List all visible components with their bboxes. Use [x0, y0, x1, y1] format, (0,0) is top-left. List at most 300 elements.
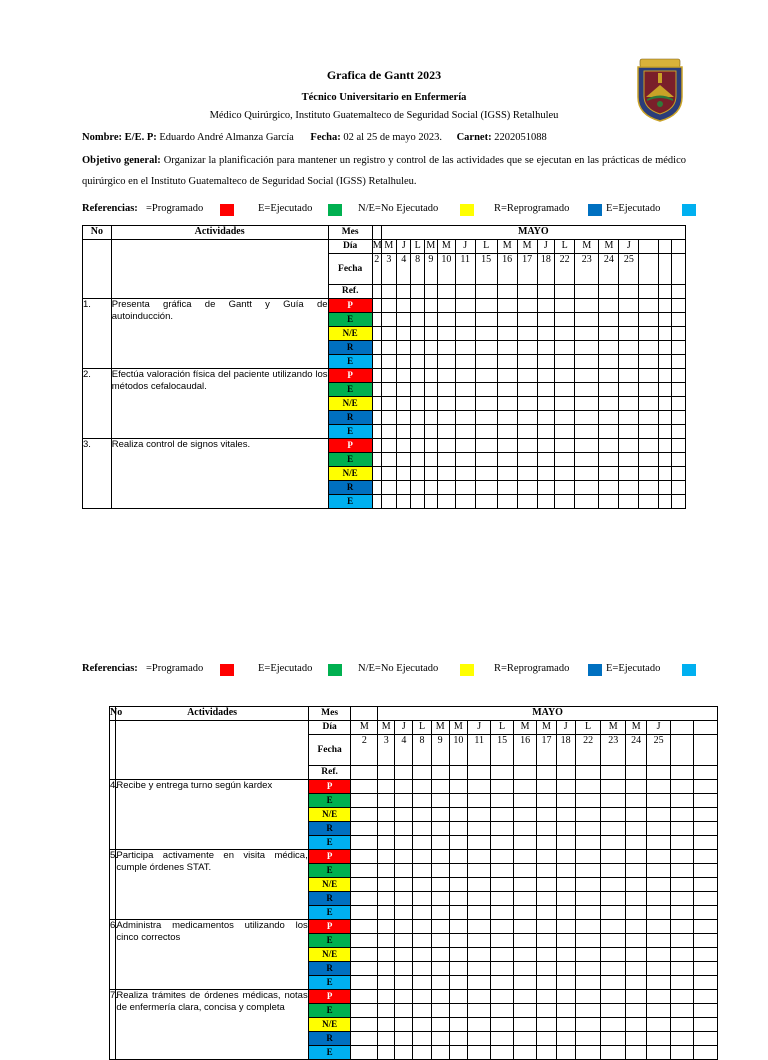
weekday-cell: M: [497, 240, 517, 254]
schedule-cell: [601, 850, 626, 864]
date-label: Fecha: [308, 735, 351, 766]
reference-item-label: E=Ejecutado: [606, 203, 661, 214]
schedule-cell: [424, 369, 437, 383]
schedule-cell: [694, 1004, 718, 1018]
schedule-cell: [517, 369, 537, 383]
schedule-cell: [670, 1032, 694, 1046]
schedule-cell: [639, 313, 659, 327]
date-cell: 10: [438, 254, 456, 285]
schedule-cell: [467, 892, 491, 906]
schedule-cell: [556, 906, 575, 920]
schedule-cell: [694, 864, 718, 878]
schedule-cell: [694, 990, 718, 1004]
empty-cell: [639, 285, 659, 299]
weekday-cell: M: [601, 721, 626, 735]
schedule-cell: [395, 892, 413, 906]
schedule-cell: [372, 425, 381, 439]
schedule-cell: [424, 495, 437, 509]
schedule-cell: [431, 976, 449, 990]
schedule-cell: [413, 864, 431, 878]
schedule-cell: [537, 962, 556, 976]
empty-cell: [438, 285, 456, 299]
schedule-cell: [431, 934, 449, 948]
schedule-cell: [449, 780, 467, 794]
schedule-cell: [413, 934, 431, 948]
schedule-cell: [601, 962, 626, 976]
schedule-cell: [467, 976, 491, 990]
schedule-cell: [575, 453, 599, 467]
schedule-cell: [378, 920, 395, 934]
schedule-cell: [378, 892, 395, 906]
schedule-cell: [670, 920, 694, 934]
schedule-cell: [431, 962, 449, 976]
schedule-cell: [438, 411, 456, 425]
schedule-cell: [555, 397, 575, 411]
schedule-cell: [431, 794, 449, 808]
schedule-cell: [455, 341, 475, 355]
schedule-cell: [619, 397, 639, 411]
schedule-cell: [556, 1032, 575, 1046]
weekday-cell: L: [575, 721, 601, 735]
empty-cell: [411, 285, 424, 299]
schedule-cell: [537, 990, 556, 1004]
empty-cell: [397, 285, 411, 299]
schedule-cell: [639, 355, 659, 369]
schedule-cell: [438, 453, 456, 467]
schedule-cell: [431, 892, 449, 906]
schedule-cell: [413, 906, 431, 920]
status-code-cell: N/E: [328, 327, 372, 341]
schedule-cell: [467, 1004, 491, 1018]
schedule-cell: [659, 481, 672, 495]
schedule-cell: [497, 397, 517, 411]
schedule-cell: [659, 327, 672, 341]
schedule-cell: [513, 934, 537, 948]
empty-cell: [672, 285, 686, 299]
date-cell: 17: [517, 254, 537, 285]
schedule-cell: [455, 453, 475, 467]
reference-item-label: =Programado: [146, 663, 204, 674]
schedule-cell: [556, 934, 575, 948]
schedule-cell: [497, 481, 517, 495]
schedule-cell: [491, 976, 513, 990]
activity-number: 3.: [83, 439, 112, 509]
schedule-cell: [413, 822, 431, 836]
schedule-cell: [625, 780, 646, 794]
schedule-cell: [601, 934, 626, 948]
name-value: Eduardo André Almanza García: [159, 132, 294, 143]
schedule-cell: [449, 976, 467, 990]
schedule-cell: [513, 976, 537, 990]
schedule-cell: [395, 920, 413, 934]
schedule-cell: [659, 425, 672, 439]
schedule-cell: [672, 495, 686, 509]
schedule-cell: [381, 481, 396, 495]
reference-item-label: R=Reprogramado: [494, 663, 570, 674]
empty-cell: [381, 285, 396, 299]
schedule-cell: [449, 990, 467, 1004]
reference-item-label: R=Reprogramado: [494, 203, 570, 214]
schedule-cell: [537, 369, 555, 383]
schedule-cell: [672, 397, 686, 411]
schedule-cell: [455, 425, 475, 439]
schedule-cell: [497, 299, 517, 313]
activity-number: 5.: [110, 850, 116, 920]
schedule-cell: [449, 920, 467, 934]
schedule-cell: [537, 425, 555, 439]
date-cell: 3: [381, 254, 396, 285]
date-cell: 15: [491, 735, 513, 766]
schedule-cell: [411, 383, 424, 397]
schedule-cell: [438, 369, 456, 383]
schedule-cell: [467, 878, 491, 892]
activity-status-row: [110, 920, 718, 934]
schedule-cell: [670, 976, 694, 990]
status-code-cell: E: [328, 425, 372, 439]
empty-cell: [395, 766, 413, 780]
header-no-blank: [83, 240, 112, 299]
schedule-cell: [351, 836, 378, 850]
date-cell: 4: [395, 735, 413, 766]
schedule-cell: [449, 1032, 467, 1046]
empty-cell: [424, 285, 437, 299]
activity-number: 7.: [110, 990, 116, 1060]
schedule-cell: [411, 397, 424, 411]
schedule-cell: [411, 327, 424, 341]
schedule-cell: [449, 794, 467, 808]
activity-status-row: [110, 990, 718, 1004]
date-cell: 22: [575, 735, 601, 766]
status-code-cell: N/E: [308, 878, 351, 892]
schedule-cell: [455, 313, 475, 327]
schedule-cell: [381, 341, 396, 355]
schedule-cell: [555, 425, 575, 439]
schedule-cell: [670, 1018, 694, 1032]
schedule-cell: [513, 864, 537, 878]
schedule-cell: [625, 864, 646, 878]
empty-cell: [537, 285, 555, 299]
reference-color-swatch: [682, 664, 696, 676]
schedule-cell: [647, 906, 671, 920]
schedule-cell: [491, 962, 513, 976]
schedule-cell: [424, 467, 437, 481]
schedule-cell: [424, 439, 437, 453]
schedule-cell: [381, 453, 396, 467]
ref-label: Ref.: [328, 285, 372, 299]
schedule-cell: [513, 906, 537, 920]
schedule-cell: [599, 481, 619, 495]
schedule-cell: [555, 495, 575, 509]
schedule-cell: [378, 962, 395, 976]
empty-cell: [537, 766, 556, 780]
schedule-cell: [438, 383, 456, 397]
schedule-cell: [556, 794, 575, 808]
schedule-cell: [575, 313, 599, 327]
schedule-cell: [575, 299, 599, 313]
schedule-cell: [411, 411, 424, 425]
schedule-cell: [670, 990, 694, 1004]
status-code-cell: P: [308, 780, 351, 794]
date-cell: 17: [537, 735, 556, 766]
schedule-cell: [556, 990, 575, 1004]
schedule-cell: [491, 780, 513, 794]
schedule-cell: [672, 327, 686, 341]
schedule-cell: [619, 327, 639, 341]
schedule-cell: [575, 383, 599, 397]
schedule-cell: [381, 397, 396, 411]
schedule-cell: [619, 411, 639, 425]
schedule-cell: [372, 299, 381, 313]
schedule-cell: [672, 341, 686, 355]
schedule-cell: [395, 850, 413, 864]
schedule-cell: [601, 990, 626, 1004]
schedule-cell: [397, 495, 411, 509]
schedule-cell: [672, 411, 686, 425]
empty-cell: [378, 766, 395, 780]
schedule-cell: [537, 327, 555, 341]
schedule-cell: [449, 808, 467, 822]
schedule-cell: [497, 453, 517, 467]
reference-color-swatch: [588, 664, 602, 676]
schedule-cell: [381, 313, 396, 327]
schedule-cell: [537, 411, 555, 425]
schedule-cell: [491, 808, 513, 822]
schedule-cell: [372, 411, 381, 425]
reference-item-label: E=Ejecutado: [258, 203, 313, 214]
schedule-cell: [575, 878, 601, 892]
schedule-cell: [537, 836, 556, 850]
schedule-cell: [537, 822, 556, 836]
schedule-cell: [372, 453, 381, 467]
schedule-cell: [378, 976, 395, 990]
schedule-cell: [555, 313, 575, 327]
schedule-cell: [575, 355, 599, 369]
schedule-cell: [381, 299, 396, 313]
schedule-cell: [411, 439, 424, 453]
schedule-cell: [599, 369, 619, 383]
schedule-cell: [351, 822, 378, 836]
status-code-cell: P: [308, 990, 351, 1004]
schedule-cell: [431, 808, 449, 822]
references-label: Referencias:: [82, 203, 138, 214]
schedule-cell: [647, 850, 671, 864]
weekday-cell: J: [397, 240, 411, 254]
schedule-cell: [467, 1046, 491, 1060]
schedule-cell: [372, 467, 381, 481]
schedule-cell: [537, 948, 556, 962]
reference-color-swatch: [220, 664, 234, 676]
header-row: [110, 707, 718, 721]
schedule-cell: [556, 1046, 575, 1060]
status-code-cell: N/E: [328, 467, 372, 481]
empty-cell: [659, 285, 672, 299]
schedule-cell: [517, 383, 537, 397]
schedule-cell: [424, 425, 437, 439]
schedule-cell: [639, 411, 659, 425]
schedule-cell: [556, 1018, 575, 1032]
month-header: MAYO: [378, 707, 718, 721]
schedule-cell: [475, 495, 497, 509]
schedule-cell: [413, 850, 431, 864]
schedule-cell: [411, 425, 424, 439]
day-row: [83, 240, 686, 254]
schedule-cell: [575, 411, 599, 425]
schedule-cell: [517, 299, 537, 313]
schedule-cell: [411, 341, 424, 355]
schedule-cell: [467, 1032, 491, 1046]
schedule-cell: [467, 822, 491, 836]
schedule-cell: [413, 1004, 431, 1018]
date-cell: 8: [411, 254, 424, 285]
schedule-cell: [411, 467, 424, 481]
references-label: Referencias:: [82, 663, 138, 674]
schedule-cell: [639, 341, 659, 355]
weekday-cell: M: [449, 721, 467, 735]
schedule-cell: [537, 453, 555, 467]
schedule-cell: [619, 453, 639, 467]
activity-description: Realiza trámites de órdenes médicas, notas de enfermería clara, concisa y completa: [116, 990, 308, 1060]
schedule-cell: [647, 780, 671, 794]
schedule-cell: [601, 906, 626, 920]
reference-item-label: E=Ejecutado: [606, 663, 661, 674]
reference-color-swatch: [328, 664, 342, 676]
schedule-cell: [601, 976, 626, 990]
status-code-cell: E: [328, 383, 372, 397]
date-cell: 9: [431, 735, 449, 766]
schedule-cell: [625, 878, 646, 892]
schedule-cell: [599, 439, 619, 453]
schedule-cell: [537, 808, 556, 822]
weekday-cell: M: [625, 721, 646, 735]
schedule-cell: [497, 383, 517, 397]
document-subtitle: Técnico Universitario en Enfermería: [301, 92, 467, 103]
status-code-cell: R: [308, 1032, 351, 1046]
activity-description: Participa activamente en visita médica, cumple órdenes STAT.: [116, 850, 308, 920]
status-code-cell: R: [308, 962, 351, 976]
schedule-cell: [625, 794, 646, 808]
gantt-table-1: [82, 225, 686, 509]
schedule-cell: [513, 808, 537, 822]
empty-cell: [491, 766, 513, 780]
schedule-cell: [619, 495, 639, 509]
schedule-cell: [431, 864, 449, 878]
schedule-cell: [395, 990, 413, 1004]
schedule-cell: [455, 327, 475, 341]
schedule-cell: [672, 453, 686, 467]
schedule-cell: [694, 808, 718, 822]
schedule-cell: [475, 355, 497, 369]
schedule-cell: [475, 341, 497, 355]
schedule-cell: [475, 467, 497, 481]
schedule-cell: [513, 794, 537, 808]
schedule-cell: [397, 313, 411, 327]
schedule-cell: [575, 1004, 601, 1018]
reference-item-label: =Programado: [146, 203, 204, 214]
schedule-cell: [395, 976, 413, 990]
schedule-cell: [438, 355, 456, 369]
schedule-cell: [672, 369, 686, 383]
schedule-cell: [413, 976, 431, 990]
weekday-cell: M: [537, 721, 556, 735]
weekday-cell: J: [537, 240, 555, 254]
schedule-cell: [424, 481, 437, 495]
schedule-cell: [575, 990, 601, 1004]
status-code-cell: P: [328, 439, 372, 453]
schedule-cell: [438, 327, 456, 341]
schedule-cell: [455, 369, 475, 383]
id-value: 2202051088: [494, 132, 547, 143]
schedule-cell: [438, 467, 456, 481]
schedule-cell: [659, 341, 672, 355]
schedule-cell: [497, 355, 517, 369]
schedule-cell: [625, 822, 646, 836]
schedule-cell: [556, 920, 575, 934]
schedule-cell: [513, 836, 537, 850]
schedule-cell: [599, 425, 619, 439]
schedule-cell: [517, 341, 537, 355]
schedule-cell: [647, 976, 671, 990]
header-activity-blank: [111, 240, 328, 299]
schedule-cell: [413, 780, 431, 794]
schedule-cell: [672, 299, 686, 313]
schedule-cell: [625, 836, 646, 850]
schedule-cell: [537, 864, 556, 878]
general-objective: [82, 150, 686, 192]
date-cell: 3: [378, 735, 395, 766]
schedule-cell: [424, 299, 437, 313]
schedule-cell: [575, 397, 599, 411]
empty-cell: [639, 254, 659, 285]
header-row: [83, 226, 686, 240]
date-cell: 11: [467, 735, 491, 766]
schedule-cell: [537, 299, 555, 313]
schedule-cell: [556, 850, 575, 864]
schedule-cell: [513, 892, 537, 906]
status-code-cell: R: [328, 481, 372, 495]
schedule-cell: [575, 934, 601, 948]
empty-cell: [575, 766, 601, 780]
schedule-cell: [438, 341, 456, 355]
schedule-cell: [647, 934, 671, 948]
schedule-cell: [424, 313, 437, 327]
date-cell: 24: [625, 735, 646, 766]
schedule-cell: [625, 808, 646, 822]
schedule-cell: [694, 892, 718, 906]
schedule-cell: [431, 1004, 449, 1018]
schedule-cell: [438, 299, 456, 313]
schedule-cell: [397, 453, 411, 467]
schedule-cell: [378, 836, 395, 850]
col-header-activities: Actividades: [116, 707, 308, 721]
schedule-cell: [491, 836, 513, 850]
schedule-cell: [413, 920, 431, 934]
schedule-cell: [438, 495, 456, 509]
schedule-cell: [575, 850, 601, 864]
empty-cell: [601, 766, 626, 780]
schedule-cell: [491, 948, 513, 962]
schedule-cell: [575, 780, 601, 794]
schedule-cell: [619, 481, 639, 495]
schedule-cell: [537, 495, 555, 509]
schedule-cell: [575, 495, 599, 509]
schedule-cell: [659, 313, 672, 327]
schedule-cell: [625, 962, 646, 976]
schedule-cell: [449, 836, 467, 850]
schedule-cell: [619, 369, 639, 383]
weekday-cell: J: [467, 721, 491, 735]
date-cell: 15: [475, 254, 497, 285]
schedule-cell: [351, 948, 378, 962]
